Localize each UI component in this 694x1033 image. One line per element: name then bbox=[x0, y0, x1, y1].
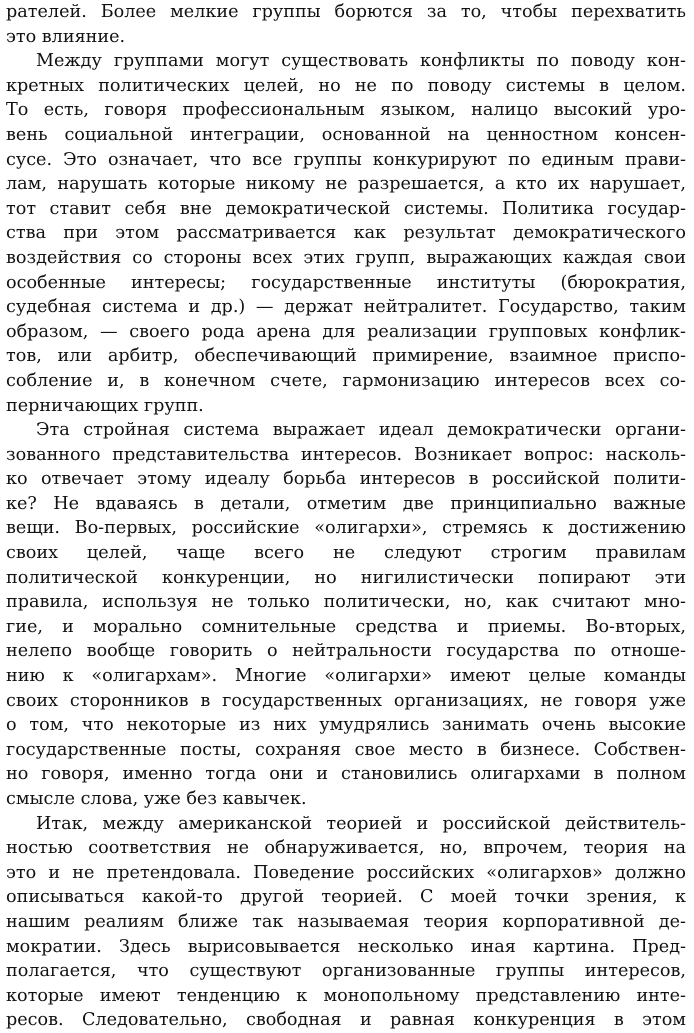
text-line: это влияние. bbox=[6, 26, 126, 47]
text-line: нашим реалиям ближе так называемая теория корпоративной де- bbox=[6, 911, 686, 932]
paragraph bbox=[6, 49, 686, 418]
text-line: государственные посты, сохраняя свое место в бизнесе. Собствен- bbox=[6, 739, 686, 760]
text-line: смысле слова, уже без кавычек. bbox=[6, 789, 307, 809]
text-line: сусе. Это означает, что все группы конкурируют по единым прави- bbox=[6, 149, 686, 170]
text-line: но говоря, именно тогда они и становились олигархами в полном bbox=[6, 764, 686, 785]
text-line: мократии. Здесь вырисовывается несколько иная картина. Пред- bbox=[6, 936, 686, 957]
text-line: ке? Не вдаваясь в детали, отметим две принципиально важные bbox=[6, 493, 686, 514]
text-line: собление и, в конечном счете, гармонизацию интересов всех со- bbox=[6, 370, 686, 391]
text-line: о том, что некоторые из них умудрялись занимать очень высокие bbox=[6, 715, 686, 736]
text-line: Эта стройная система выражает идеал демократически органи- bbox=[36, 420, 686, 441]
text-line: Итак, между американской теорией и российской действитель- bbox=[36, 813, 686, 834]
text-line: лам, нарушать которые никому не разрешается, а кто их нарушает, bbox=[6, 174, 686, 195]
text-line: политической конкуренции, но нигилистически попирают эти bbox=[6, 567, 686, 588]
text-line: тов, или арбитр, обеспечивающий примирение, взаимное приспо- bbox=[6, 346, 686, 367]
text-line: которые имеют тенденцию к монопольному представлению инте- bbox=[6, 985, 686, 1006]
text-line: описываться какой-то другой теорией. С моей точки зрения, к bbox=[6, 887, 686, 908]
text-line: гие, и морально сомнительные средства и приемы. Во-вторых, bbox=[6, 616, 686, 637]
text-line: тот ставит себя вне демократической системы. Политика государ- bbox=[6, 198, 686, 219]
text-line: воздействия со стороны всех этих групп, выражающих каждая свои bbox=[6, 247, 686, 268]
text-line: вещи. Во-первых, российские «олигархи», стремясь к достижению bbox=[6, 518, 686, 539]
paragraph bbox=[6, 0, 686, 49]
text-line: То есть, говоря профессиональным языком, налицо высокий уро- bbox=[6, 100, 686, 121]
text-line: рателей. Более мелкие группы борются за то, чтобы перехватить bbox=[6, 2, 686, 22]
text-line: Между группами могут существовать конфликты по поводу кон- bbox=[36, 51, 686, 72]
text-line: ностью соответствия не обнаруживается, но, впрочем, теория на bbox=[6, 838, 686, 859]
text-line: полагается, что существуют организованные группы интересов, bbox=[6, 961, 686, 982]
text-line: кретных политических целей, но не по поводу системы в целом. bbox=[6, 75, 686, 96]
paragraph bbox=[6, 418, 686, 812]
body-text bbox=[6, 0, 686, 1033]
text-line: судебная система и др.) — держат нейтралитет. Государство, таким bbox=[6, 297, 686, 318]
text-line: зованного представительства интересов. Возникает вопрос: насколь- bbox=[6, 444, 686, 465]
text-line: ко отвечает этому идеалу борьба интересов в российской полити- bbox=[6, 469, 686, 490]
text-line: ресов. Следовательно, свободная и равная конкуренция в этом bbox=[6, 1010, 686, 1031]
text-line: перничающих групп. bbox=[6, 395, 204, 416]
text-line: особенные интересы; государственные институты (бюрократия, bbox=[6, 272, 686, 293]
text-line: это и не претендовала. Поведение российских «олигархов» должно bbox=[6, 862, 686, 883]
text-line: правила, используя не только политически, но, как считают мно- bbox=[6, 592, 686, 613]
text-line: нелепо вообще говорить о нейтральности государства по отноше- bbox=[6, 641, 686, 662]
text-line: нию к «олигархам». Многие «олигархи» имеют целые команды bbox=[6, 666, 686, 687]
text-line: своих целей, чаще всего не следуют строгим правилам bbox=[6, 543, 686, 564]
text-line: ства при этом рассматривается как результат демократического bbox=[6, 223, 686, 244]
text-line: образом, — своего рода арена для реализации групповых конфлик- bbox=[6, 321, 686, 342]
text-line: своих сторонников в государственных организациях, не говоря уже bbox=[6, 690, 686, 711]
text-line: вень социальной интеграции, основанной на ценностном консен- bbox=[6, 124, 686, 145]
paragraph bbox=[6, 812, 686, 1033]
